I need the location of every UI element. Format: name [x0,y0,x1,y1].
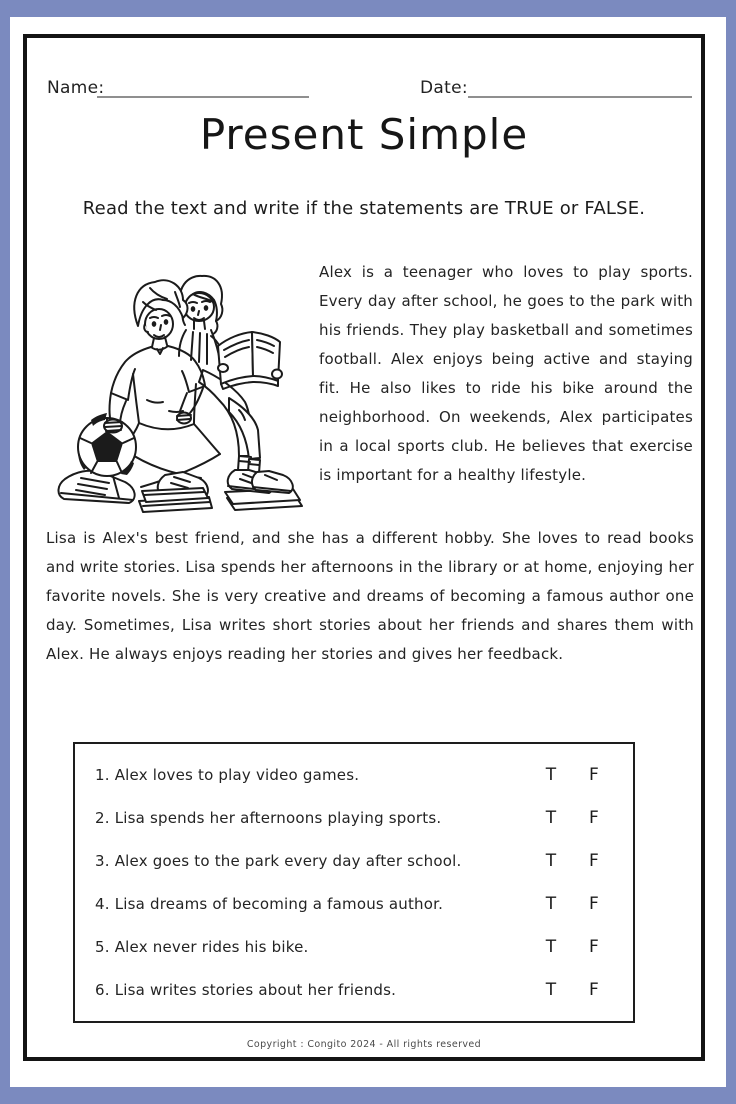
statement-text: Alex never rides his bike. [114,937,309,956]
true-option-4[interactable]: T [545,893,557,914]
statement-number: 4. [95,894,110,913]
statement-text: Lisa spends her afternoons playing sports. [114,808,442,827]
statement-row [75,796,633,839]
false-option-3[interactable]: F [589,850,599,871]
false-option-5[interactable]: F [589,936,599,957]
statement-number: 1. [95,765,110,784]
date-blank-line[interactable] [468,78,692,98]
statement-text: Lisa dreams of becoming a famous author. [114,894,444,913]
statement-row [75,882,633,925]
statement-number: 6. [95,980,110,999]
statement-row [75,968,633,1011]
true-option-6[interactable]: T [545,979,557,1000]
instructions-text: Read the text and write if the statements are TRUE or FALSE. [82,198,646,219]
statement-text: Alex loves to play video games. [114,765,360,784]
false-option-6[interactable]: F [589,979,599,1000]
statement-row [75,753,633,796]
true-option-2[interactable]: T [545,807,557,828]
true-option-5[interactable]: T [545,936,557,957]
statement-number: 3. [95,851,110,870]
worksheet-page [10,17,726,1087]
page-title: Present Simple [199,110,529,159]
true-option-3[interactable]: T [545,850,557,871]
copyright-text: Copyright : Congito 2024 - All rights reserved [246,1039,482,1050]
statement-row [75,925,633,968]
reading-paragraph-lisa: Lisa is Alex's best friend, and she has a different hobby. She loves to read books and write stories. Lisa spends her afternoons in the library or at home, enjoying her favorite novels. She is very creative and dreams of becoming a famous author one day. Sometimes, Lisa writes short stories about her friends and shares them with Alex. He always enjoys reading her stories and gives her feedback. [46,529,694,663]
false-option-4[interactable]: F [589,893,599,914]
reading-paragraph-alex: Alex is a teenager who loves to play sports. Every day after school, he goes to the park with his friends. They play basketball and sometimes football. Alex enjoys being active and staying fit. He also likes to ride his bike around the neighborhood. On weekends, Alex participates in a local sports club. He believes that exercise is important for a healthy lifestyle. [319,263,693,484]
name-blank-line[interactable] [97,78,309,98]
false-option-1[interactable]: F [589,764,599,785]
statement-number: 2. [95,808,110,827]
statement-row [75,839,633,882]
statement-text: Lisa writes stories about her friends. [114,980,397,999]
true-false-quiz-box [73,742,635,1023]
boy-and-girl-reading-illustration [53,250,309,516]
name-label: Name: [47,78,105,98]
statement-number: 5. [95,937,110,956]
date-label: Date: [420,78,468,98]
page-border-frame [23,34,705,1061]
statement-text: Alex goes to the park every day after school. [114,851,462,870]
false-option-2[interactable]: F [589,807,599,828]
true-option-1[interactable]: T [545,764,557,785]
